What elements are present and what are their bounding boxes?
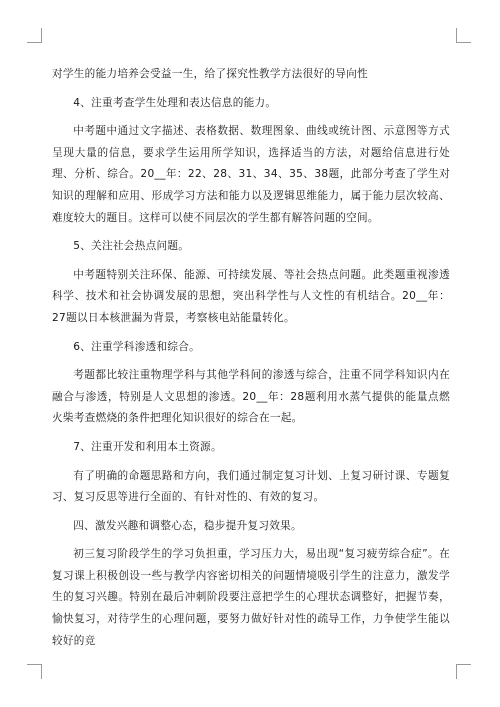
section-heading-6: 6、注重学科渗透和综合。 <box>73 340 201 353</box>
document-body <box>52 64 450 659</box>
paragraph-info-processing: 中考题中通过文字描述、表格数据、数理图象、曲线或统计图、示意图等方式呈现大量的信息，要求学生运用所学知识，选择适当的方法，对题给信息进行处理、分析、综合。20__年：22、28、31、34、35、38题，此部分考查了学生对知识的理解和应用、形成学习方法和能力以及逻辑思维能力，属于能力层次较高、难度较大的题目。这样可以使不同层次的学生都有解答问题的空间。 <box>52 125 450 224</box>
crop-mark-bottom-right <box>456 664 471 679</box>
section-heading-4: 4、注重考查学生处理和表达信息的能力。 <box>73 96 277 109</box>
section-heading-four: 四、激发兴趣和调整心态，稳步提升复习效果。 <box>73 519 302 532</box>
section-heading-5: 5、关注社会热点问题。 <box>73 240 190 253</box>
crop-mark-top-right <box>456 28 471 43</box>
paragraph-motivation: 初三复习阶段学生的学习负担重，学习压力大，易出现“复习疲劳综合症”。在复习课上积极创设一些与教学内容密切相关的问题情境吸引学生的注意力，激发学生的复习兴趣。特别在最后冲刺阶段要注意把学生的心理状态调整好，把握节奏，愉快复习，对待学生的心理问题，要努力做好针对性的疏导工作，力争使学生能以较好的竞 <box>52 548 450 647</box>
section-heading-7: 7、注重开发和利用本土资源。 <box>73 440 222 453</box>
paragraph-continuation: 对学生的能力培养会受益一生，给了探究性教学方法很好的导向性 <box>52 68 368 80</box>
paragraph-local-resources: 有了明确的命题思路和方向，我们通过制定复习计划、上复习研讨课、专题复习、复习反思等进行全面的、有针对性的、有效的复习。 <box>52 469 450 504</box>
paragraph-social-issues: 中考题特别关注环保、能源、可持续发展、等社会热点问题。此类题重视渗透科学、技术和社会协调发展的思想，突出科学性与人文性的有机结合。20__年：27题以日本核泄漏为背景，考察核电站能量转化。 <box>52 268 450 324</box>
crop-mark-top-left <box>27 28 42 43</box>
paragraph-interdisciplinary: 考题都比较注重物理学科与其他学科间的渗透与综合，注重不同学科知识内在融合与渗透，特别是人文思想的渗透。20__年：28题利用水蒸气提供的能量点燃火柴考查燃烧的条件把理化知识很好的综合在一起。 <box>52 369 450 425</box>
crop-mark-bottom-left <box>27 664 42 679</box>
